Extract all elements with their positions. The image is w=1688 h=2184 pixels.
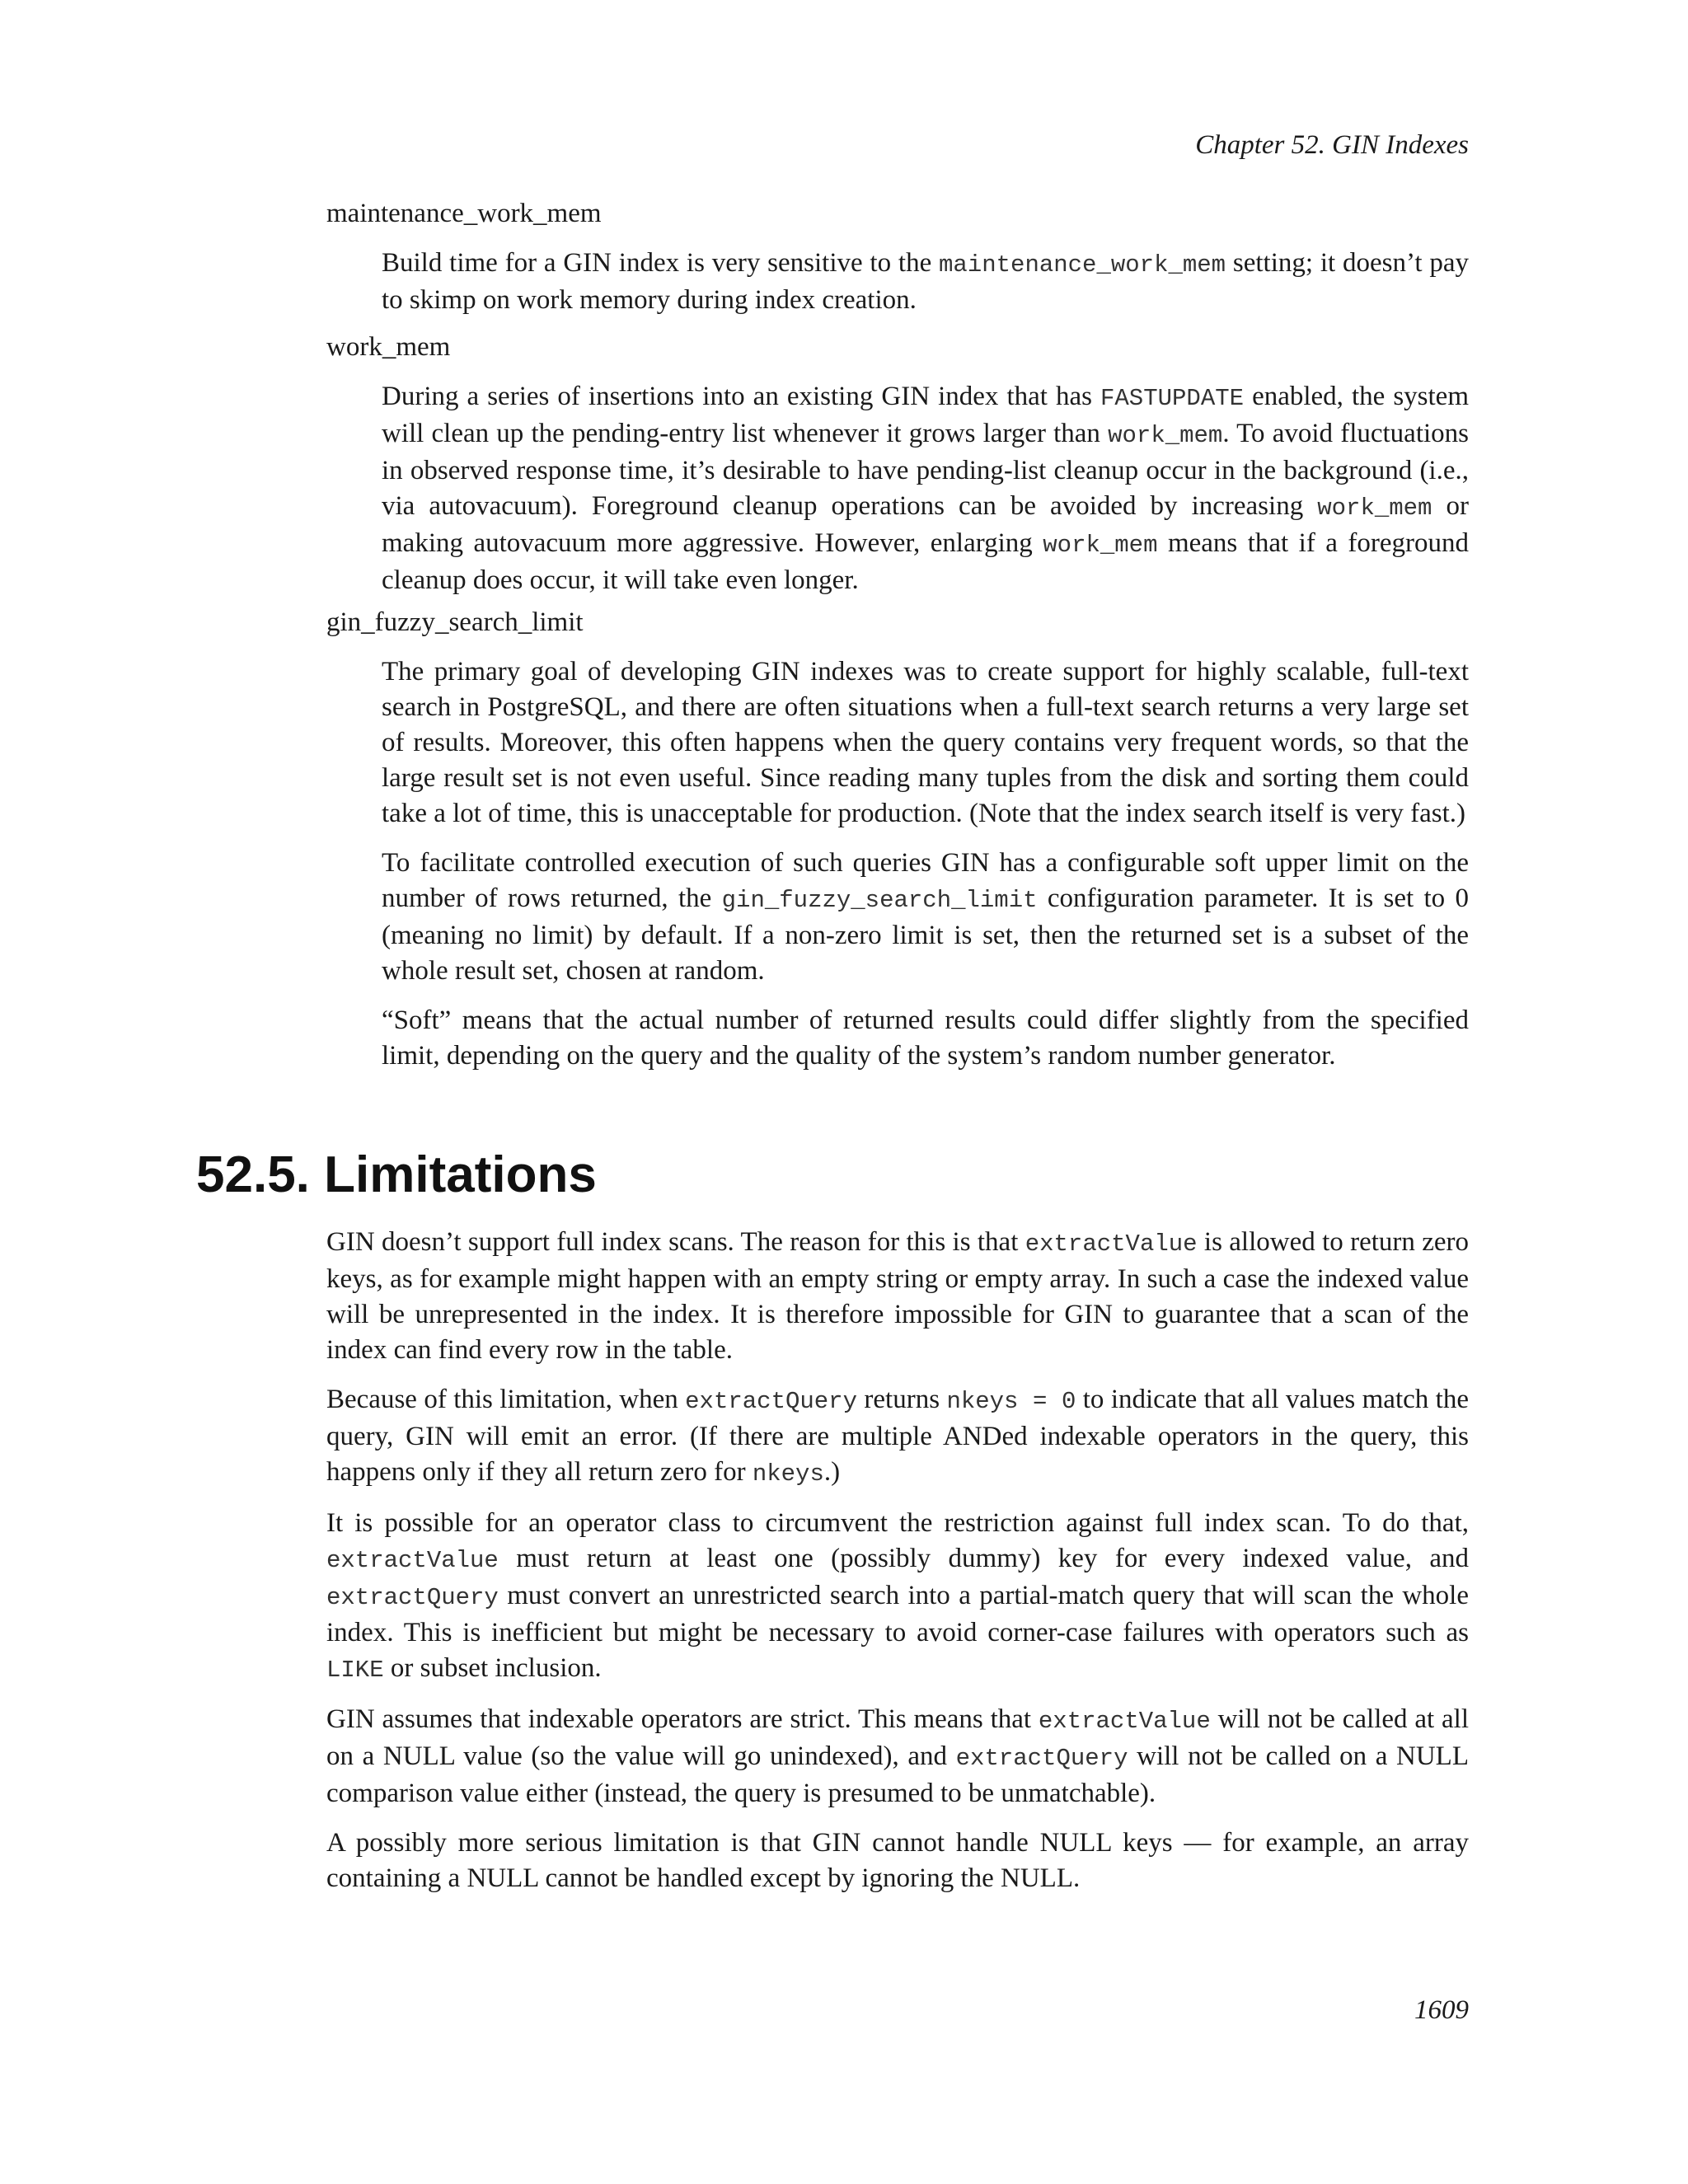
- inline-code: extractValue: [326, 1547, 499, 1574]
- text-run: to indicate that all values match the query, GIN will emit an error. (If there are multiple ANDed indexable operators in the query, this happens only if they all return zero for: [326, 1385, 1469, 1487]
- inline-code: work_mem: [1108, 422, 1223, 449]
- term-maintenance-work-mem: maintenance_work_mem: [326, 199, 602, 228]
- inline-code: extractQuery: [685, 1388, 857, 1415]
- text-run: .): [823, 1457, 841, 1487]
- text-run: “Soft” means that the actual number of returned results could differ slightly from the specified limit, depending on the query and the quality of the system’s random number generator.: [382, 1005, 1469, 1071]
- inline-code: gin_fuzzy_search_limit: [721, 887, 1038, 914]
- paragraph: [326, 1825, 1469, 1896]
- text-run: returns: [857, 1385, 947, 1414]
- term-work-mem: work_mem: [326, 332, 451, 362]
- text-run: configuration parameter. It is set to 0 (meaning no limit) by default. If a non-zero limit is set, then the returned set is a subset of the whole result set, chosen at random.: [382, 883, 1469, 986]
- text-run: or subset inclusion.: [383, 1653, 602, 1683]
- text-run: must return at least one (possibly dummy) key for every indexed value, and: [498, 1544, 1469, 1573]
- paragraph: [326, 1225, 1469, 1368]
- paragraph: [326, 1702, 1469, 1811]
- paragraph: [382, 846, 1469, 989]
- inline-code: work_mem: [1317, 494, 1432, 522]
- paragraph: [382, 654, 1469, 832]
- text-run: will not be called on a NULL comparison value either (instead, the query is presumed to be unmatchable).: [326, 1741, 1469, 1808]
- inline-code: nkeys = 0: [946, 1388, 1076, 1415]
- paragraph: [326, 1506, 1469, 1688]
- text-run: During a series of insertions into an existing GIN index that has: [382, 382, 1100, 411]
- text-run: It is possible for an operator class to circumvent the restriction against full index scan. To do that,: [326, 1508, 1469, 1538]
- text-run: enabled, the system will clean up the pending-entry list whenever it grows larger than: [382, 382, 1469, 448]
- text-run: or making autovacuum more aggressive. However, enlarging: [382, 491, 1469, 558]
- text-run: GIN doesn’t support full index scans. The reason for this is that: [326, 1227, 1025, 1257]
- inline-code: FASTUPDATE: [1100, 385, 1245, 412]
- inline-code: LIKE: [326, 1657, 384, 1684]
- text-run: is allowed to return zero keys, as for example might happen with an empty string or empty array. In such a case the indexed value will be unrepresented in the index. It is therefore impossible for GIN to guarantee that a scan of the index can find every row in the table.: [326, 1227, 1470, 1365]
- inline-code: work_mem: [1043, 532, 1158, 559]
- page-number: 1609: [1414, 1995, 1469, 2025]
- paragraph: [382, 1003, 1469, 1074]
- inline-code: nkeys: [752, 1460, 824, 1488]
- text-run: means that if a foreground cleanup does occur, it will take even longer.: [382, 528, 1470, 595]
- text-run: To facilitate controlled execution of such queries GIN has a configurable soft upper limit on the number of rows returned, the: [382, 848, 1469, 913]
- inline-code: extractValue: [1038, 1708, 1211, 1735]
- definition-work-mem: [382, 379, 1469, 612]
- text-run: Because of this limitation, when: [326, 1385, 686, 1414]
- inline-code: maintenance_work_mem: [939, 251, 1226, 279]
- paragraph: [326, 1382, 1469, 1492]
- definition-maintenance-work-mem: [382, 246, 1469, 332]
- inline-code: extractQuery: [326, 1584, 499, 1611]
- text-run: setting; it doesn’t pay to skimp on work memory during index creation.: [382, 248, 1469, 315]
- text-run: must convert an unrestricted search into a partial-match query that will scan the whole index. This is inefficient but might be necessary to avoid corner-case failures with operators such as: [326, 1581, 1469, 1647]
- running-header: Chapter 52. GIN Indexes: [1195, 130, 1469, 160]
- section-title: 52.5. Limitations: [196, 1146, 597, 1203]
- term-gin-fuzzy-search-limit: gin_fuzzy_search_limit: [326, 607, 584, 637]
- definition-gin-fuzzy-search-limit: [382, 654, 1469, 1088]
- section-body: [326, 1225, 1469, 1910]
- text-run: The primary goal of developing GIN indexes was to create support for highly scalable, full-text search in PostgreSQL, and there are often situations when a full-text search returns a very large set of results. Moreover, this often happens when the query contains very frequent words, so that the large result set is not even useful. Since reading many tuples from the disk and sorting them could take a lot of time, this is unacceptable for production. (Note that the index search itself is very fast.): [382, 657, 1469, 828]
- inline-code: extractQuery: [955, 1745, 1128, 1772]
- text-run: Build time for a GIN index is very sensitive to the: [382, 248, 940, 278]
- inline-code: extractValue: [1025, 1230, 1198, 1258]
- text-run: GIN assumes that indexable operators are strict. This means that: [326, 1704, 1039, 1734]
- text-run: will not be called at all on a NULL value (so the value will go unindexed), and: [326, 1704, 1469, 1771]
- text-run: . To avoid fluctuations in observed response time, it’s desirable to have pending-list cleanup occur in the background (i.e., via autovacuum). Foreground cleanup operations can be avoided by increasing: [382, 419, 1470, 521]
- paragraph: [382, 379, 1469, 598]
- text-run: A possibly more serious limitation is that GIN cannot handle NULL keys — for example, an array containing a NULL cannot be handled except by ignoring the NULL.: [326, 1828, 1469, 1893]
- paragraph: [382, 246, 1469, 318]
